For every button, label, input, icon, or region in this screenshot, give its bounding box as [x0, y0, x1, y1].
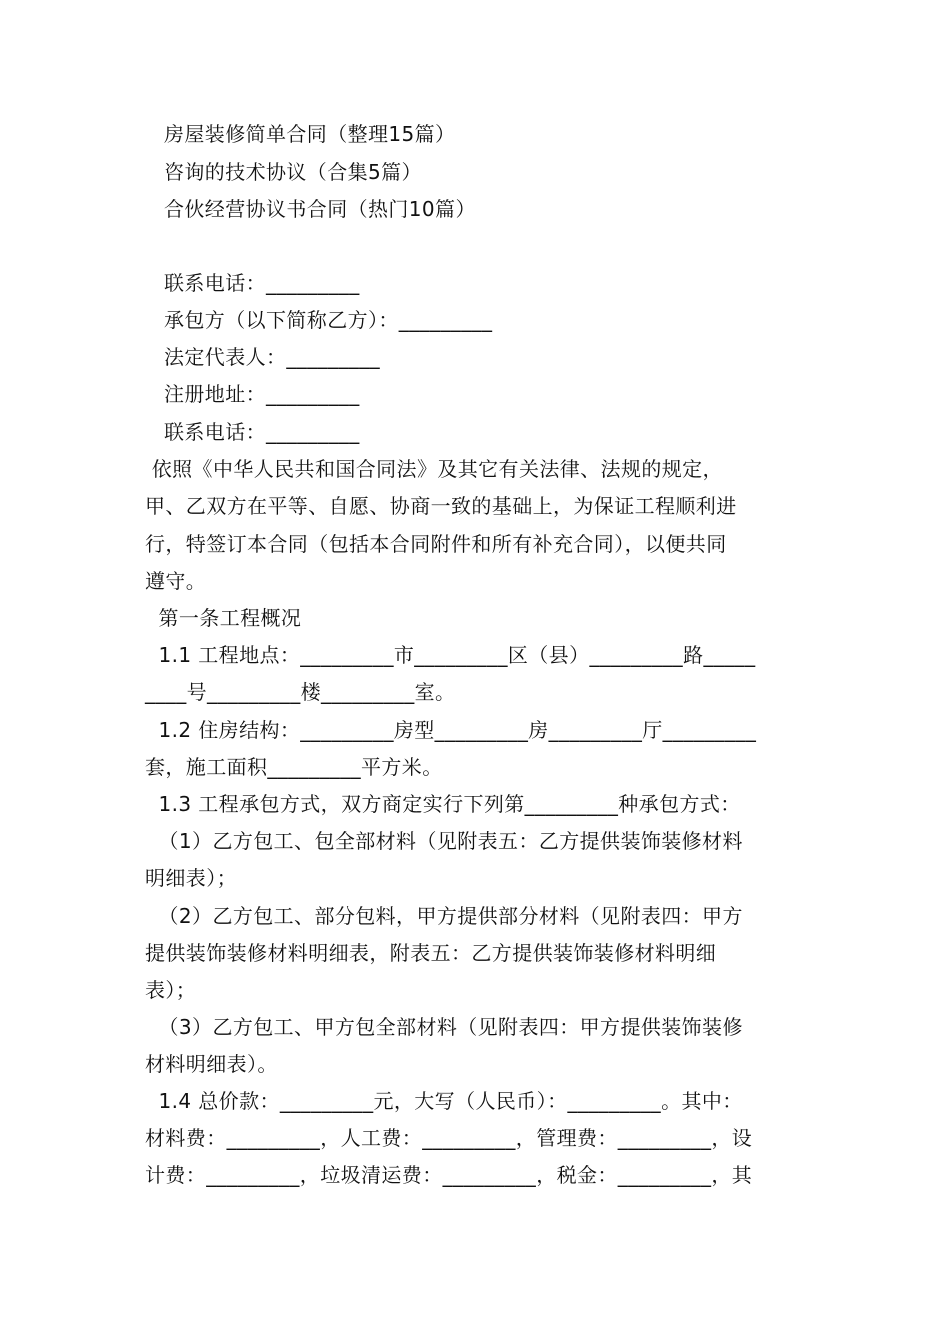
body-line: 1.2 住房结构：_________房型_________房_________厅_________ — [145, 718, 757, 742]
body-line: （3）乙方包工、甲方包全部材料（见附表四：甲方提供装饰装修 — [145, 1015, 743, 1039]
body-line: 1.1 工程地点：_________市_________区（县）_________路_____ — [145, 643, 756, 667]
body-line: 1.3 工程承包方式，双方商定实行下列第_________种承包方式： — [145, 792, 741, 816]
field-line: 承包方（以下简称乙方）：_________ — [164, 308, 493, 332]
body-line: 甲、乙双方在平等、自愿、协商一致的基础上，为保证工程顺利进 — [145, 494, 737, 518]
field-line: 联系电话：_________ — [164, 271, 360, 295]
body-line: 遵守。 — [145, 569, 207, 593]
body-line: 1.4 总价款：_________元，大写（人民币）：_________。其中： — [145, 1089, 743, 1113]
body-line: 计费：_________，垃圾清运费：_________，税金：_________，其 — [145, 1163, 753, 1187]
field-line: 联系电话：_________ — [164, 420, 360, 444]
body-line: 材料费：_________，人工费：_________，管理费：_________，设 — [145, 1126, 753, 1150]
related-title[interactable]: 房屋装修简单合同（整理15篇） — [164, 122, 456, 146]
body-line: （1）乙方包工、包全部材料（见附表五：乙方提供装饰装修材料 — [145, 829, 743, 853]
body-line: 依照《中华人民共和国合同法》及其它有关法律、法规的规定， — [145, 457, 723, 481]
body-line: 明细表）； — [145, 866, 237, 890]
field-line: 注册地址：_________ — [164, 382, 360, 406]
field-line: 法定代表人：_________ — [164, 345, 380, 369]
body-line: 行，特签订本合同（包括本合同附件和所有补充合同），以便共同 — [145, 532, 727, 556]
related-title[interactable]: 合伙经营协议书合同（热门10篇） — [164, 197, 476, 221]
body-line: 套，施工面积_________平方米。 — [145, 755, 443, 779]
section-heading: 第一条工程概况 — [145, 606, 302, 630]
body-line: 提供装饰装修材料明细表，附表五：乙方提供装饰装修材料明细 — [145, 941, 717, 965]
body-line: 表）； — [145, 978, 197, 1002]
body-line: ____号_________楼_________室。 — [145, 680, 456, 704]
body-line: 材料明细表）。 — [145, 1052, 278, 1076]
related-title[interactable]: 咨询的技术协议（合集5篇） — [164, 160, 422, 184]
body-line: （2）乙方包工、部分包料，甲方提供部分材料（见附表四：甲方 — [145, 904, 743, 928]
